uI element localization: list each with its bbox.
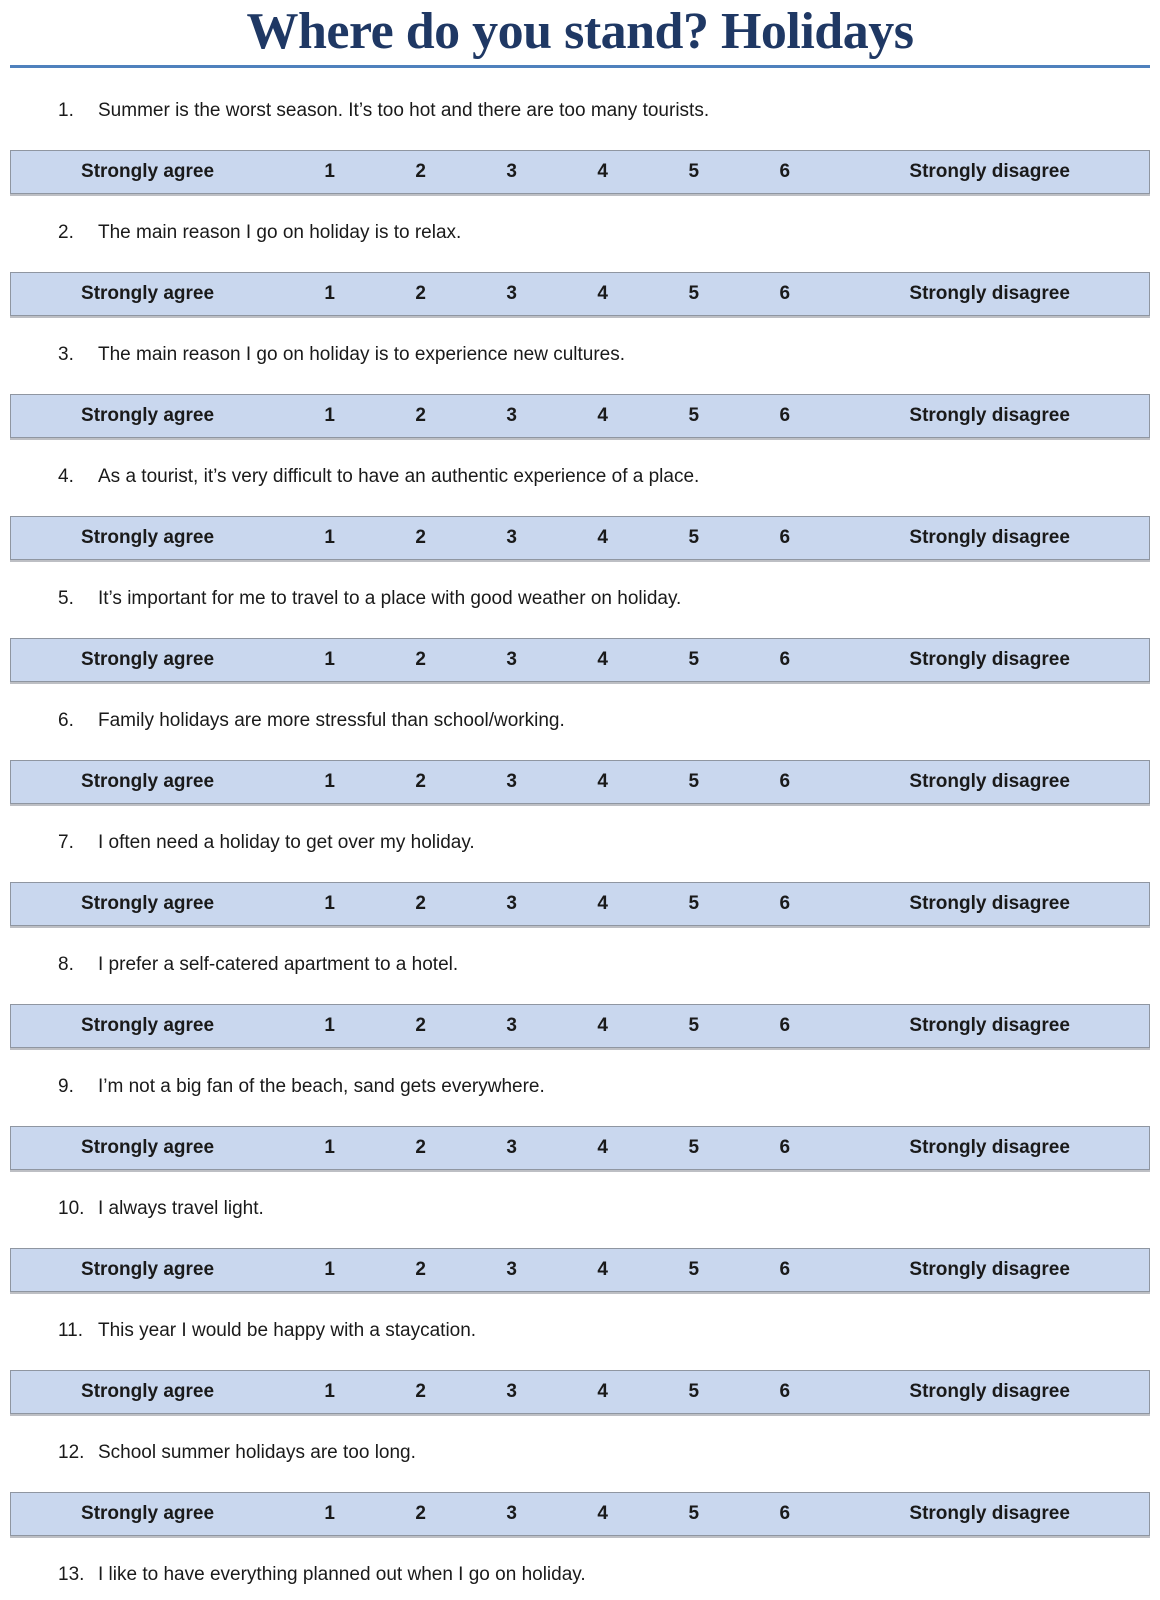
scale-point-5: 5	[688, 1015, 700, 1037]
scale-label-strongly-disagree: Strongly disagree	[909, 527, 1070, 549]
scale-point-6: 6	[779, 283, 791, 305]
question-block	[10, 952, 1150, 1048]
question	[58, 1318, 1150, 1343]
question-block	[10, 1074, 1150, 1170]
scale-point-2: 2	[415, 649, 426, 671]
scale-point-3: 3	[506, 1503, 517, 1525]
question-text: Family holidays are more stressful than school/working.	[98, 710, 565, 732]
scale-label-strongly-agree: Strongly agree	[81, 1137, 215, 1159]
scale-label-strongly-agree: Strongly agree	[81, 649, 215, 671]
scale-point-6: 6	[779, 649, 791, 671]
scale-point-4: 4	[597, 161, 608, 183]
scale-point-3: 3	[506, 161, 517, 183]
likert-scale-bar	[10, 1004, 1150, 1048]
question-text: I like to have everything planned out when I go on holiday.	[98, 1564, 586, 1586]
scale-point-1: 1	[324, 893, 335, 915]
scale-point-3: 3	[506, 405, 517, 427]
question-number: 4.	[58, 466, 74, 488]
scale-point-3: 3	[506, 527, 517, 549]
page-title: Where do you stand? Holidays	[246, 3, 914, 60]
question-text: The main reason I go on holiday is to experience new cultures.	[98, 344, 626, 366]
scale-point-2: 2	[415, 1503, 426, 1525]
scale-point-3: 3	[506, 1259, 517, 1281]
question-block	[10, 1440, 1150, 1536]
question	[58, 830, 1150, 855]
question	[58, 1440, 1150, 1465]
question-text: I often need a holiday to get over my holiday.	[98, 832, 475, 854]
scale-point-2: 2	[415, 1381, 426, 1403]
scale-point-2: 2	[415, 1259, 426, 1281]
question-number: 12.	[58, 1442, 85, 1464]
scale-point-1: 1	[324, 1259, 335, 1281]
scale-point-1: 1	[324, 649, 335, 671]
likert-scale-bar	[10, 1126, 1150, 1170]
scale-label-strongly-disagree: Strongly disagree	[909, 161, 1070, 183]
question	[58, 220, 1150, 245]
question-text: I prefer a self-catered apartment to a hotel.	[98, 954, 459, 976]
scale-label-strongly-disagree: Strongly disagree	[909, 1503, 1070, 1525]
scale-point-5: 5	[688, 649, 700, 671]
scale-point-4: 4	[597, 771, 608, 793]
question-text: It’s important for me to travel to a place with good weather on holiday.	[98, 588, 682, 610]
question	[58, 1074, 1150, 1099]
scale-point-3: 3	[506, 283, 517, 305]
scale-point-4: 4	[597, 283, 608, 305]
likert-scale-bar	[10, 760, 1150, 804]
scale-label-strongly-agree: Strongly agree	[81, 1503, 215, 1525]
question-block	[10, 1318, 1150, 1414]
scale-point-5: 5	[688, 283, 700, 305]
scale-point-3: 3	[506, 893, 517, 915]
scale-label-strongly-disagree: Strongly disagree	[909, 1137, 1070, 1159]
scale-point-5: 5	[688, 1503, 700, 1525]
question-block	[10, 98, 1150, 194]
question-block	[10, 830, 1150, 926]
scale-point-5: 5	[688, 1137, 700, 1159]
scale-point-1: 1	[324, 527, 335, 549]
scale-label-strongly-agree: Strongly agree	[81, 1381, 215, 1403]
scale-label-strongly-agree: Strongly agree	[81, 161, 215, 183]
scale-point-1: 1	[324, 1503, 335, 1525]
question-number: 6.	[58, 710, 74, 732]
question	[58, 586, 1150, 611]
scale-point-3: 3	[506, 1381, 517, 1403]
scale-point-2: 2	[415, 527, 426, 549]
scale-point-1: 1	[324, 405, 335, 427]
scale-label-strongly-disagree: Strongly disagree	[909, 649, 1070, 671]
scale-point-2: 2	[415, 1137, 426, 1159]
scale-point-2: 2	[415, 771, 426, 793]
question	[58, 464, 1150, 489]
scale-point-6: 6	[779, 893, 791, 915]
scale-point-5: 5	[688, 771, 700, 793]
question-text: This year I would be happy with a staycation.	[98, 1320, 477, 1342]
scale-point-4: 4	[597, 1381, 608, 1403]
question	[58, 342, 1150, 367]
question-block	[10, 342, 1150, 438]
scale-label-strongly-disagree: Strongly disagree	[909, 893, 1070, 915]
scale-point-4: 4	[597, 893, 608, 915]
scale-label-strongly-disagree: Strongly disagree	[909, 1381, 1070, 1403]
scale-point-6: 6	[779, 1137, 791, 1159]
scale-point-4: 4	[597, 649, 608, 671]
scale-point-4: 4	[597, 1259, 608, 1281]
likert-scale-bar	[10, 272, 1150, 316]
scale-point-1: 1	[324, 1137, 335, 1159]
question	[58, 1562, 1150, 1587]
likert-scale-bar	[10, 882, 1150, 926]
question-number: 10.	[58, 1198, 85, 1220]
scale-point-3: 3	[506, 1137, 517, 1159]
scale-label-strongly-disagree: Strongly disagree	[909, 1015, 1070, 1037]
question-text: The main reason I go on holiday is to relax.	[98, 222, 462, 244]
scale-point-6: 6	[779, 1503, 791, 1525]
question-text: School summer holidays are too long.	[98, 1442, 416, 1464]
scale-label-strongly-agree: Strongly agree	[81, 527, 215, 549]
scale-point-6: 6	[779, 405, 791, 427]
scale-point-5: 5	[688, 1259, 700, 1281]
scale-label-strongly-disagree: Strongly disagree	[909, 405, 1070, 427]
scale-point-4: 4	[597, 527, 608, 549]
question-number: 11.	[58, 1320, 84, 1342]
likert-scale-bar	[10, 1370, 1150, 1414]
scale-point-1: 1	[324, 283, 335, 305]
question-block	[10, 464, 1150, 560]
question	[58, 1196, 1150, 1221]
scale-point-4: 4	[597, 1503, 608, 1525]
scale-point-2: 2	[415, 1015, 426, 1037]
question-number: 3.	[58, 344, 74, 366]
scale-point-5: 5	[688, 527, 700, 549]
question	[58, 708, 1150, 733]
header	[10, 4, 1150, 68]
scale-point-2: 2	[415, 893, 426, 915]
question-text: I always travel light.	[98, 1198, 264, 1220]
question-text: Summer is the worst season. It’s too hot and there are too many tourists.	[98, 100, 710, 122]
scale-point-1: 1	[324, 161, 335, 183]
scale-point-5: 5	[688, 161, 700, 183]
question-block	[10, 708, 1150, 804]
scale-point-6: 6	[779, 161, 791, 183]
scale-label-strongly-agree: Strongly agree	[81, 283, 215, 305]
scale-label-strongly-agree: Strongly agree	[81, 771, 215, 793]
question-number: 9.	[58, 1076, 74, 1098]
question-text: I’m not a big fan of the beach, sand gets everywhere.	[98, 1076, 545, 1098]
scale-label-strongly-agree: Strongly agree	[81, 893, 215, 915]
question-block	[10, 1562, 1150, 1587]
scale-label-strongly-disagree: Strongly disagree	[909, 1259, 1070, 1281]
scale-point-1: 1	[324, 1015, 335, 1037]
scale-point-6: 6	[779, 1381, 791, 1403]
likert-scale-bar	[10, 516, 1150, 560]
likert-scale-bar	[10, 1492, 1150, 1536]
scale-label-strongly-disagree: Strongly disagree	[909, 283, 1070, 305]
question-list	[10, 98, 1150, 1587]
scale-point-4: 4	[597, 1137, 608, 1159]
scale-point-1: 1	[324, 1381, 335, 1403]
question-block	[10, 586, 1150, 682]
scale-point-3: 3	[506, 771, 517, 793]
question-block	[10, 1196, 1150, 1292]
likert-scale-bar	[10, 1248, 1150, 1292]
scale-point-4: 4	[597, 1015, 608, 1037]
scale-point-2: 2	[415, 283, 426, 305]
scale-label-strongly-agree: Strongly agree	[81, 1259, 215, 1281]
question-number: 13.	[58, 1564, 85, 1586]
question	[58, 98, 1150, 123]
scale-point-2: 2	[415, 161, 426, 183]
question	[58, 952, 1150, 977]
scale-label-strongly-disagree: Strongly disagree	[909, 771, 1070, 793]
scale-point-5: 5	[688, 893, 700, 915]
question-number: 5.	[58, 588, 74, 610]
scale-label-strongly-agree: Strongly agree	[81, 405, 215, 427]
scale-point-3: 3	[506, 1015, 517, 1037]
likert-scale-bar	[10, 638, 1150, 682]
question-number: 7.	[58, 832, 74, 854]
likert-scale-bar	[10, 150, 1150, 194]
question-number: 8.	[58, 954, 74, 976]
question-block	[10, 220, 1150, 316]
scale-point-6: 6	[779, 771, 791, 793]
question-number: 1.	[58, 100, 74, 122]
scale-point-6: 6	[779, 1259, 791, 1281]
scale-label-strongly-agree: Strongly agree	[81, 1015, 215, 1037]
scale-point-6: 6	[779, 527, 791, 549]
scale-point-1: 1	[324, 771, 335, 793]
scale-point-2: 2	[415, 405, 426, 427]
scale-point-3: 3	[506, 649, 517, 671]
scale-point-5: 5	[688, 1381, 700, 1403]
question-number: 2.	[58, 222, 74, 244]
scale-point-5: 5	[688, 405, 700, 427]
question-text: As a tourist, it’s very difficult to have an authentic experience of a place.	[98, 466, 700, 488]
likert-scale-bar	[10, 394, 1150, 438]
scale-point-6: 6	[779, 1015, 791, 1037]
scale-point-4: 4	[597, 405, 608, 427]
